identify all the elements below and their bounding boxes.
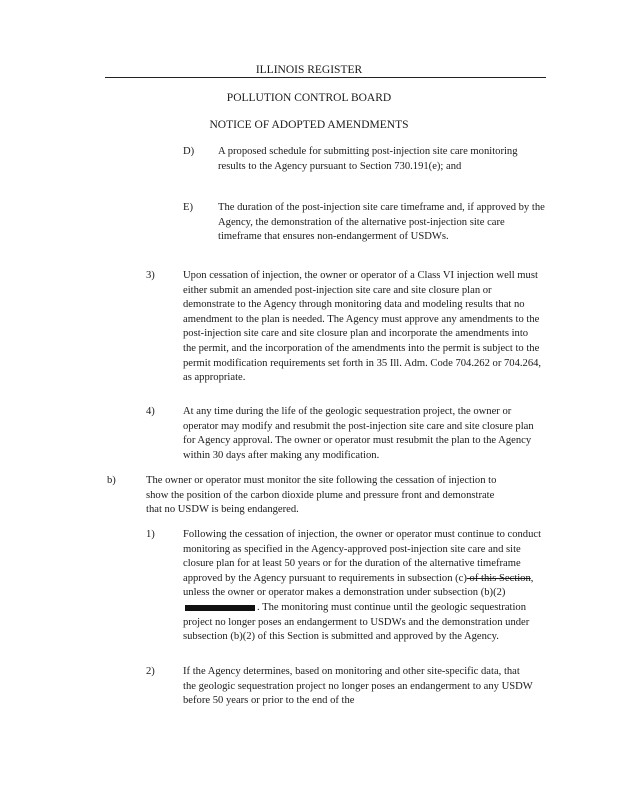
item-text-1-part-b: , unless the owner or operator makes a demonstration under subsection (b)(2)	[183, 572, 534, 599]
redaction-mark	[185, 605, 255, 611]
notice-title: NOTICE OF ADOPTED AMENDMENTS	[209, 119, 409, 131]
item-label-e: E)	[183, 202, 193, 213]
item-label-3: 3)	[146, 270, 155, 281]
item-text-e: The duration of the post-injection site care timeframe and, if approved by the Agency, the demonstration of the alternative post-injection site care timeframe that ensures non-endangerment of USDWs.	[218, 202, 545, 243]
register-title: ILLINOIS REGISTER	[255, 64, 363, 76]
item-label-1: 1)	[146, 529, 155, 540]
struck-text: of this Section	[466, 572, 531, 584]
item-label-d: D)	[183, 146, 195, 157]
item-text-2: If the Agency determines, based on monitoring and other site-specific data, that the geologic sequestration project no longer poses an endangerment to any USDW before 50 years or prior to the end of the	[183, 666, 533, 707]
item-label-b: b)	[107, 475, 116, 486]
item-text-1-part-a: Following the cessation of injection, the owner or operator must continue to conduct monitoring as specified in the Agency-approved post-injection site care and site closure plan for at least 50 years or for the duration of the alternative timeframe approved by the Agency pursuant to requirements in subsection (c)	[183, 529, 542, 584]
item-label-2: 2)	[146, 666, 155, 677]
item-text-3: Upon cessation of injection, the owner or operator of a Class VI injection well must either submit an amended post-injection site care and site closure plan or demonstrate to the Agency through monitoring data and modeling results that no amendment to the plan is needed. The Agency must approve any amendments to the post-injection site care and site closure plan and incorporate the amendments into the permit, and the incorporation of the amendments into the permit is subject to the permit modification requirements set forth in 35 Ill. Adm. Code 704.262 or 704.264, as appropriate.	[183, 270, 542, 384]
item-text-1-part-c: . The monitoring must continue until the geologic sequestration project no longer poses an endangerment to USDWs and the demonstration under subsection (b)(2) of this Section is submitted and approved by the Agency.	[183, 601, 530, 643]
item-label-4: 4)	[146, 406, 155, 417]
item-text-b: The owner or operator must monitor the site following the cessation of injection to show the position of the carbon dioxide plume and pressure front and demonstrate that no USDW is being endangered.	[146, 475, 497, 516]
item-text-d: A proposed schedule for submitting post-injection site care monitoring results to the Agency pursuant to Section 730.191(e); and	[218, 146, 518, 172]
item-text-1	[183, 528, 543, 645]
header-rule	[105, 77, 546, 78]
item-text-4: At any time during the life of the geologic sequestration project, the owner or operator may modify and resubmit the post-injection site care and site closure plan for Agency approval. The owner or operator must resubmit the plan to the Agency within 30 days after making any modification.	[183, 406, 534, 461]
board-title: POLLUTION CONTROL BOARD	[226, 92, 392, 104]
